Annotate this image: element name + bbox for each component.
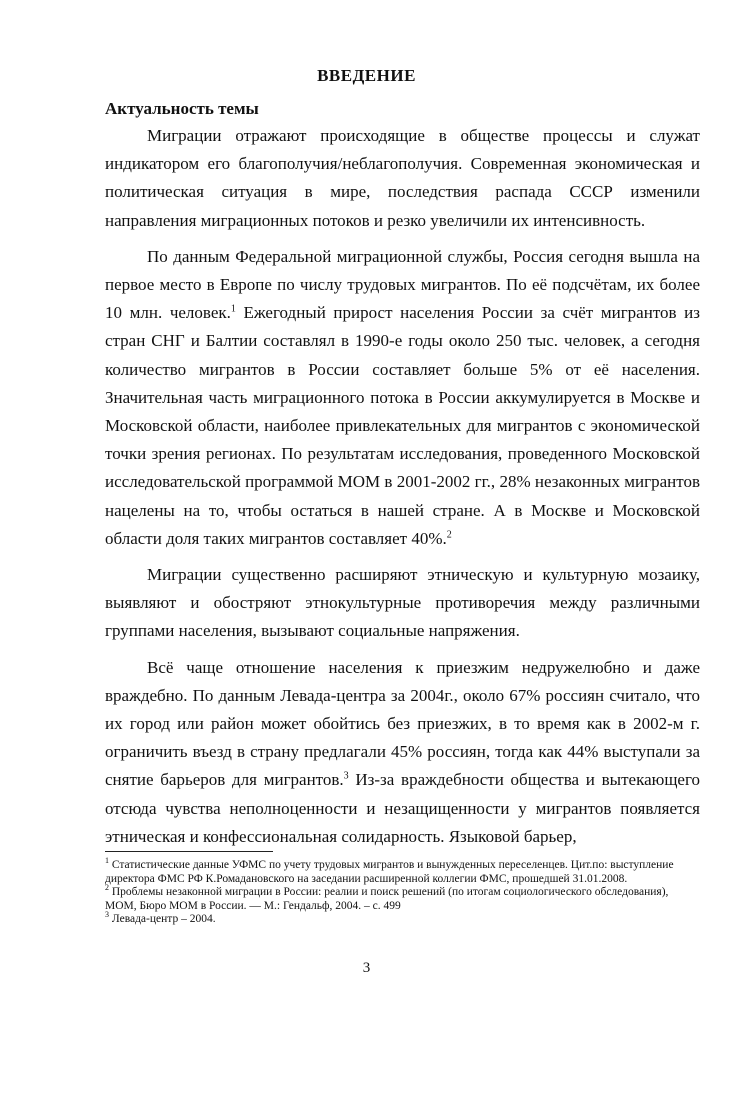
- body-text: [105, 122, 700, 859]
- footnote-ref: 1: [230, 303, 236, 315]
- paragraph: [105, 654, 700, 851]
- paragraph-text: Миграции отражают происходящие в обществе процессы и служат индикатором его благополучия/неблагополучия. Современная экономическая и политическая ситуация в мире, последствия распада СССР изменили направления миграционных потоков и резко увеличили их интенсивность.: [105, 126, 700, 230]
- footnote-text: Статистические данные УФМС по учету трудовых мигрантов и вынужденных переселенцев. Цит.по: выступление директора ФМС РФ К.Ромадановского на заседании расширенной коллегии ФМС, прошедшей 31.01.2008.: [105, 859, 674, 885]
- footnote: [105, 856, 700, 886]
- footnote-divider: [105, 851, 273, 852]
- footnote: [105, 883, 700, 913]
- paragraph: [105, 561, 700, 646]
- footnote-text: Проблемы незаконной миграции в России: реалии и поиск решений (по итогам социологического обследования), МОМ, Бюро МОМ в России. — М.: Гендальф, 2004. – с. 499: [105, 886, 669, 912]
- paragraph-text: По данным Федеральной миграционной службы, Россия сегодня вышла на первое место в Европе по числу трудовых мигрантов. По её подсчётам, их более 10 млн. человек.: [105, 246, 700, 323]
- footnote-ref: 3: [343, 770, 349, 782]
- paragraph: [105, 122, 700, 235]
- footnote-number: 2: [105, 883, 109, 893]
- paragraph-text: Ежегодный прирост населения России за счёт мигрантов из стран СНГ и Балтии составлял в 1990-е годы около 250 тыс. человек, а сегодня количество мигрантов в России составляет больше 5% от её населения. Значительная часть миграционного потока в России аккумулируется в Москве и Московской области, наиболее привлекательных для мигрантов с экономической точки зрения регионах. По результатам исследования, проведенного Московской исследовательской программой МОМ в 2001-2002 гг., 28% незаконных мигрантов нацелены на то, чтобы остаться в нашей стране. А в Москве и Московской области доля таких мигрантов составляет 40%.: [105, 303, 700, 548]
- footnotes: [105, 856, 700, 927]
- footnote-number: 1: [105, 856, 109, 866]
- footnote: [105, 910, 700, 927]
- footnote-number: 3: [105, 910, 109, 920]
- paragraph-text: Всё чаще отношение населения к приезжим недружелюбно и даже враждебно. По данным Левада-центра за 2004г., около 67% россиян считало, что их город или район может обойтись без приезжих, в то время как в 2002-м г. ограничить въезд в страну предлагали 45% россиян, тогда как 44% выступали за снятие барьеров для мигрантов.: [105, 657, 700, 790]
- page-number: 3: [362, 960, 371, 976]
- paragraph-text: Миграции существенно расширяют этническую и культурную мозаику, выявляют и обостряют этнокультурные противоречия между различными группами населения, вызывают социальные напряжения.: [105, 565, 700, 641]
- footnote-text: Левада-центр – 2004.: [109, 913, 216, 925]
- page-title: ВВЕДЕНИЕ: [317, 66, 416, 85]
- section-title: Актуальность темы: [105, 99, 259, 118]
- paragraph: [105, 243, 700, 553]
- paragraph-text: Из-за враждебности общества и вытекающего отсюда чувства неполноценности и незащищенности у мигрантов появляется этническая и конфессиональная солидарность. Языковой барьер,: [105, 770, 700, 846]
- footnote-ref: 2: [446, 529, 452, 541]
